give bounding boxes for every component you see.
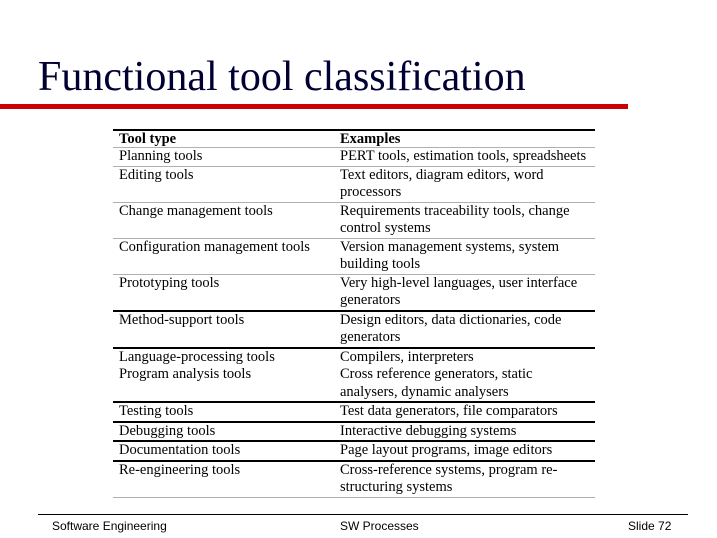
table-row — [113, 239, 595, 275]
examples-cell: PERT tools, estimation tools, spreadsheets — [340, 148, 587, 164]
table-row — [113, 349, 595, 367]
table-row — [113, 167, 595, 203]
examples-cell: Page layout programs, image editors — [340, 442, 553, 458]
examples-cell: Version management systems, system building tools — [340, 238, 560, 272]
slide-title: Functional tool classification — [38, 54, 526, 100]
table-row — [113, 148, 595, 167]
tool-type-cell: Testing tools — [119, 403, 194, 419]
table-row — [113, 442, 595, 462]
header-examples: Examples — [340, 131, 401, 147]
table-row — [113, 366, 595, 403]
tool-type-cell: Planning tools — [119, 148, 203, 164]
footer-topic: SW Processes — [340, 519, 419, 533]
tool-type-cell: Editing tools — [119, 166, 194, 183]
tool-type-cell: Re-engineering tools — [119, 461, 241, 478]
table-row — [113, 203, 595, 239]
tool-type-cell: Configuration management tools — [119, 238, 310, 255]
examples-cell: Text editors, diagram editors, word processors — [340, 166, 544, 200]
table-header-row — [113, 129, 595, 148]
title-underline — [0, 104, 628, 109]
examples-cell: Design editors, data dictionaries, code generators — [340, 311, 562, 345]
footer-slide-number: Slide 72 — [628, 519, 672, 533]
table-row — [113, 462, 595, 498]
examples-cell: Cross reference generators, static analysers, dynamic analysers — [340, 366, 533, 400]
tool-classification-table — [113, 129, 595, 498]
examples-cell: Test data generators, file comparators — [340, 403, 558, 419]
footer-divider — [38, 514, 688, 515]
examples-cell: Compilers, interpreters — [340, 348, 474, 365]
footer-course: Software Engineering — [52, 519, 167, 533]
tool-type-cell: Debugging tools — [119, 422, 216, 439]
examples-cell: Interactive debugging systems — [340, 422, 517, 439]
header-tool-type: Tool type — [119, 131, 177, 147]
tool-type-cell: Change management tools — [119, 202, 273, 219]
tool-type-cell: Language-processing tools — [119, 348, 275, 365]
examples-cell: Cross-reference systems, program re-structuring systems — [340, 461, 558, 495]
table-row — [113, 403, 595, 423]
table-row — [113, 423, 595, 443]
table-row — [113, 312, 595, 349]
table-row — [113, 275, 595, 312]
examples-cell: Very high-level languages, user interface generators — [340, 274, 578, 308]
tool-type-cell: Documentation tools — [119, 442, 241, 458]
examples-cell: Requirements traceability tools, change control systems — [340, 202, 570, 236]
tool-type-cell: Method-support tools — [119, 311, 245, 328]
tool-type-cell: Prototyping tools — [119, 274, 220, 291]
tool-type-cell: Program analysis tools — [119, 366, 252, 382]
